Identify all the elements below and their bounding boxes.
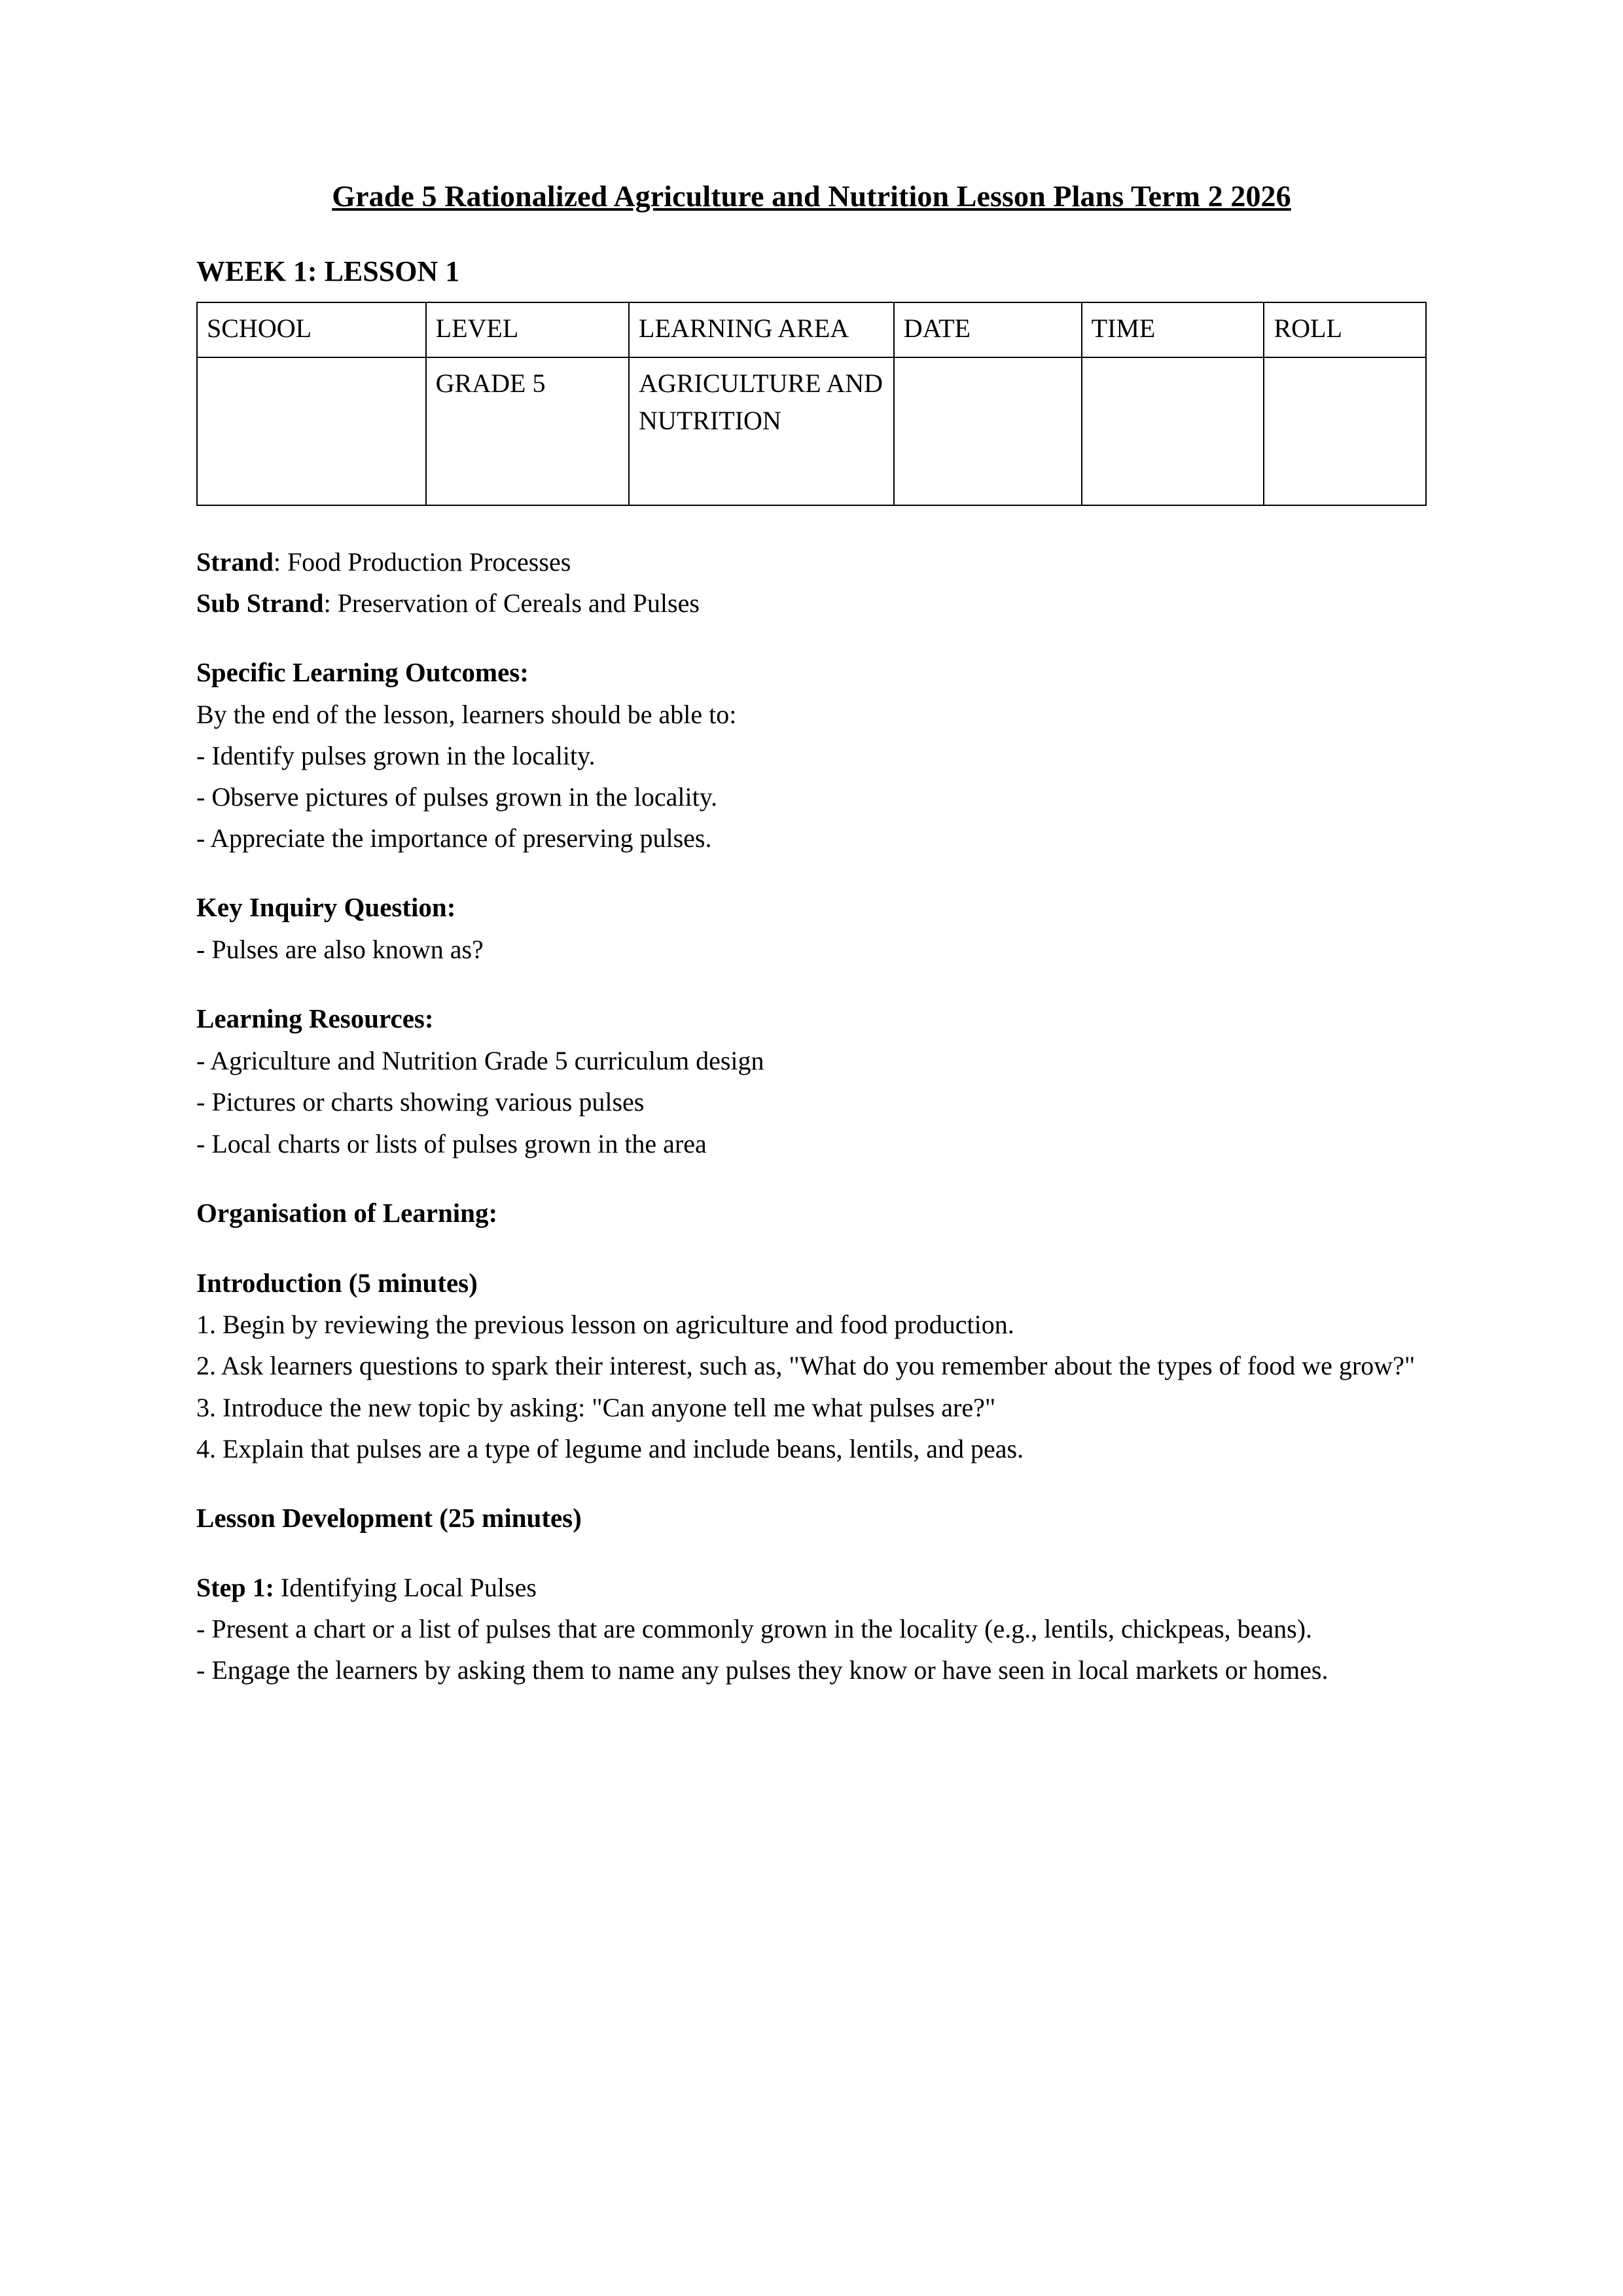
lesson-development-section: [196, 1497, 1427, 1539]
week-lesson-heading: WEEK 1: LESSON 1: [196, 255, 460, 287]
table-header-date: DATE: [894, 302, 1082, 357]
table-row: [197, 302, 1426, 357]
list-item: - Appreciate the importance of preserving pulses.: [196, 823, 712, 853]
list-item: - Local charts or lists of pulses grown in the area: [196, 1128, 707, 1158]
sub-strand-separator: :: [323, 588, 338, 618]
organisation-of-learning-section: [196, 1192, 1427, 1234]
learning-resources-section: [196, 997, 1427, 1164]
key-inquiry-heading: Key Inquiry Question:: [196, 892, 456, 923]
resources-heading: Learning Resources:: [196, 1003, 434, 1034]
list-item: - Agriculture and Nutrition Grade 5 curriculum design: [196, 1046, 764, 1076]
specific-learning-outcomes-section: [196, 651, 1427, 859]
table-cell-level: GRADE 5: [426, 357, 629, 505]
lesson-info-table: [196, 302, 1427, 506]
table-cell-time: [1082, 357, 1264, 505]
sub-strand-label: Sub Strand: [196, 588, 324, 618]
table-header-time: TIME: [1082, 302, 1264, 357]
key-inquiry-question-section: [196, 886, 1427, 970]
sub-strand-line: [196, 583, 1427, 624]
list-item: 3. Introduce the new topic by asking: "Can anyone tell me what pulses are?": [196, 1392, 996, 1422]
list-item: - Pulses are also known as?: [196, 935, 484, 965]
table-cell-learning-area: AGRICULTURE AND NUTRITION: [629, 357, 894, 505]
lesson-development-heading: Lesson Development (25 minutes): [196, 1503, 582, 1534]
table-cell-date: [894, 357, 1082, 505]
list-item: - Engage the learners by asking them to name any pulses they know or have seen in local markets or homes.: [196, 1655, 1329, 1685]
list-item: - Identify pulses grown in the locality.: [196, 740, 596, 770]
introduction-heading: Introduction (5 minutes): [196, 1267, 478, 1298]
list-item: 1. Begin by reviewing the previous lesson on agriculture and food production.: [196, 1310, 1014, 1340]
list-item: 4. Explain that pulses are a type of legume and include beans, lentils, and peas.: [196, 1433, 1024, 1463]
table-header-school: SCHOOL: [197, 302, 426, 357]
outcomes-heading: Specific Learning Outcomes:: [196, 656, 529, 687]
introduction-section: [196, 1262, 1427, 1470]
list-item: - Pictures or charts showing various pulses: [196, 1087, 645, 1117]
table-header-level: LEVEL: [426, 302, 629, 357]
table-cell-school: [197, 357, 426, 505]
strand-section: [196, 541, 1427, 624]
organisation-heading: Organisation of Learning:: [196, 1197, 498, 1228]
table-header-learning-area: LEARNING AREA: [629, 302, 894, 357]
table-header-roll: ROLL: [1264, 302, 1426, 357]
list-item: 2. Ask learners questions to spark their interest, such as, "What do you remember about the types of food we grow?": [196, 1351, 1416, 1381]
strand-separator: :: [273, 547, 287, 577]
step-1-title-line: [196, 1567, 1427, 1608]
page-title: Grade 5 Rationalized Agriculture and Nutrition Lesson Plans Term 2 2026: [332, 179, 1291, 213]
table-row: [197, 357, 1426, 505]
table-cell-roll: [1264, 357, 1426, 505]
list-item: - Observe pictures of pulses grown in the locality.: [196, 782, 718, 812]
list-item: - Present a chart or a list of pulses that are commonly grown in the locality (e.g., lentils, chickpeas, beans).: [196, 1613, 1313, 1643]
strand-value: Food Production Processes: [287, 547, 571, 577]
strand-line: [196, 541, 1427, 583]
step-1-title: Identifying Local Pulses: [274, 1572, 537, 1602]
step-1-section: [196, 1567, 1427, 1691]
step-1-label: Step 1:: [196, 1572, 274, 1602]
outcomes-intro: By the end of the lesson, learners should be able to:: [196, 699, 737, 729]
sub-strand-value: Preservation of Cereals and Pulses: [337, 588, 700, 618]
strand-label: Strand: [196, 547, 274, 577]
